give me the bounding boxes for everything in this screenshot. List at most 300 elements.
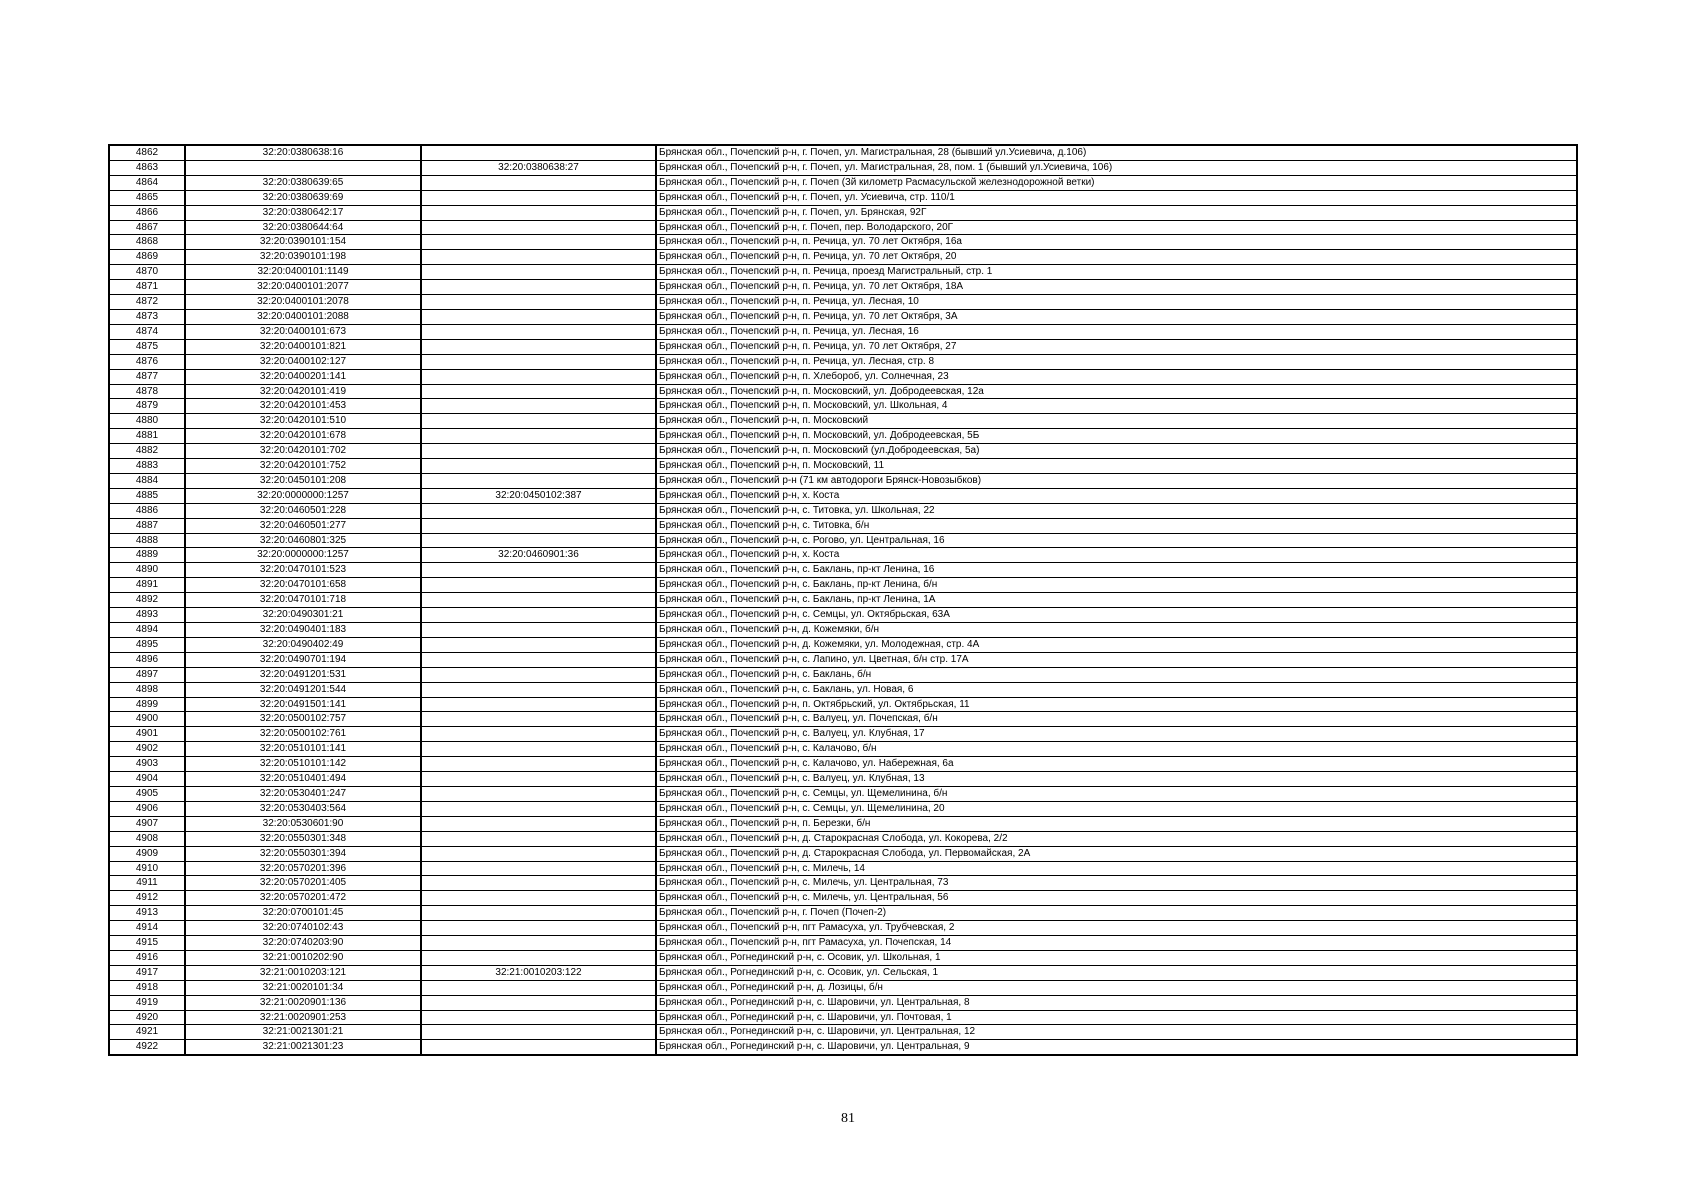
- row-number-cell: 4921: [109, 1025, 185, 1040]
- table-row: [109, 980, 1577, 995]
- address-cell: Брянская обл., Рогнединский р-н, д. Лозицы, б/н: [656, 980, 1577, 995]
- cadastral-number-cell: 32:20:0400101:1149: [185, 265, 421, 280]
- cadastral-number-cell: 32:20:0420101:752: [185, 459, 421, 474]
- row-number-cell: 4889: [109, 548, 185, 563]
- row-number-cell: 4898: [109, 682, 185, 697]
- address-cell: Брянская обл., Почепский р-н, с. Баклань, пр-кт Ленина, 16: [656, 563, 1577, 578]
- included-object-cell: [421, 667, 656, 682]
- included-object-cell: [421, 936, 656, 951]
- cadastral-number-cell: 32:21:0020901:253: [185, 1010, 421, 1025]
- table-row: [109, 772, 1577, 787]
- included-object-cell: [421, 518, 656, 533]
- row-number-cell: 4892: [109, 593, 185, 608]
- table-row: [109, 324, 1577, 339]
- row-number-cell: 4886: [109, 503, 185, 518]
- row-number-cell: 4881: [109, 429, 185, 444]
- table-row: [109, 339, 1577, 354]
- table-row: [109, 846, 1577, 861]
- table-row: [109, 265, 1577, 280]
- included-object-cell: [421, 876, 656, 891]
- cadastral-number-cell: 32:21:0010203:121: [185, 965, 421, 980]
- table-row: [109, 861, 1577, 876]
- address-cell: Брянская обл., Почепский р-н, д. Кожемяки, ул. Молодежная, стр. 4А: [656, 637, 1577, 652]
- address-cell: Брянская обл., Почепский р-н (71 км автодороги Брянск-Новозыбков): [656, 473, 1577, 488]
- address-cell: Брянская обл., Почепский р-н, с. Семцы, ул. Октябрьская, 63А: [656, 608, 1577, 623]
- included-object-cell: [421, 250, 656, 265]
- row-number-cell: 4878: [109, 384, 185, 399]
- row-number-cell: 4897: [109, 667, 185, 682]
- cadastral-number-cell: 32:21:0021301:23: [185, 1040, 421, 1055]
- address-cell: Брянская обл., Почепский р-н, г. Почеп (Почеп-2): [656, 906, 1577, 921]
- row-number-cell: 4922: [109, 1040, 185, 1055]
- address-cell: Брянская обл., Почепский р-н, с. Семцы, ул. Щемелинина, б/н: [656, 786, 1577, 801]
- address-cell: Брянская обл., Почепский р-н, г. Почеп, ул. Усиевича, стр. 110/1: [656, 190, 1577, 205]
- address-cell: Брянская обл., Почепский р-н, г. Почеп (3й километр Расмасульской железнодорожной ветки): [656, 175, 1577, 190]
- table-row: [109, 548, 1577, 563]
- table-row: [109, 697, 1577, 712]
- table-row: [109, 429, 1577, 444]
- table-row: [109, 965, 1577, 980]
- table-row: [109, 399, 1577, 414]
- row-number-cell: 4917: [109, 965, 185, 980]
- address-cell: Брянская обл., Почепский р-н, с. Титовка, ул. Школьная, 22: [656, 503, 1577, 518]
- cadastral-number-cell: 32:20:0380639:69: [185, 190, 421, 205]
- address-cell: Брянская обл., Рогнединский р-н, с. Шаровичи, ул. Центральная, 12: [656, 1025, 1577, 1040]
- cadastral-number-cell: 32:21:0020901:136: [185, 995, 421, 1010]
- table-row: [109, 712, 1577, 727]
- row-number-cell: 4868: [109, 235, 185, 250]
- row-number-cell: 4893: [109, 608, 185, 623]
- row-number-cell: 4895: [109, 637, 185, 652]
- cadastral-number-cell: 32:20:0510101:141: [185, 742, 421, 757]
- cadastral-number-cell: 32:20:0380642:17: [185, 205, 421, 220]
- row-number-cell: 4887: [109, 518, 185, 533]
- included-object-cell: [421, 950, 656, 965]
- row-number-cell: 4885: [109, 488, 185, 503]
- table-row: [109, 384, 1577, 399]
- table-row: [109, 936, 1577, 951]
- cadastral-number-cell: 32:20:0400201:141: [185, 369, 421, 384]
- included-object-cell: [421, 846, 656, 861]
- cadastral-number-cell: 32:20:0530401:247: [185, 786, 421, 801]
- table-row: [109, 444, 1577, 459]
- cadastral-number-cell: 32:20:0380639:65: [185, 175, 421, 190]
- cadastral-number-cell: 32:20:0510101:142: [185, 757, 421, 772]
- row-number-cell: 4908: [109, 831, 185, 846]
- cadastral-number-cell: 32:20:0740203:90: [185, 936, 421, 951]
- included-object-cell: [421, 861, 656, 876]
- address-cell: Брянская обл., Почепский р-н, пгт Рамасуха, ул. Трубчевская, 2: [656, 921, 1577, 936]
- table-row: [109, 1010, 1577, 1025]
- included-object-cell: [421, 652, 656, 667]
- cadastral-number-cell: 32:20:0450101:208: [185, 473, 421, 488]
- cadastral-number-cell: 32:20:0550301:348: [185, 831, 421, 846]
- row-number-cell: 4900: [109, 712, 185, 727]
- table-row: [109, 369, 1577, 384]
- table-row: [109, 757, 1577, 772]
- address-cell: Брянская обл., Рогнединский р-н, с. Шаровичи, ул. Центральная, 8: [656, 995, 1577, 1010]
- table-row: [109, 145, 1577, 160]
- included-object-cell: [421, 339, 656, 354]
- row-number-cell: 4879: [109, 399, 185, 414]
- address-cell: Брянская обл., Почепский р-н, с. Валуец, ул. Клубная, 17: [656, 727, 1577, 742]
- table-row: [109, 921, 1577, 936]
- cadastral-number-cell: 32:20:0420101:419: [185, 384, 421, 399]
- cadastral-number-cell: 32:20:0420101:678: [185, 429, 421, 444]
- table-row: [109, 682, 1577, 697]
- table-row: [109, 1025, 1577, 1040]
- cadastral-number-cell: 32:20:0470101:658: [185, 578, 421, 593]
- cadastral-number-cell: 32:20:0491501:141: [185, 697, 421, 712]
- address-cell: Брянская обл., Почепский р-н, п. Московский, 11: [656, 459, 1577, 474]
- address-cell: Брянская обл., Почепский р-н, д. Старокрасная Слобода, ул. Первомайская, 2А: [656, 846, 1577, 861]
- cadastral-number-cell: 32:20:0000000:1257: [185, 488, 421, 503]
- included-object-cell: [421, 309, 656, 324]
- address-cell: Брянская обл., Почепский р-н, г. Почеп, пер. Володарского, 20Г: [656, 220, 1577, 235]
- address-cell: Брянская обл., Почепский р-н, п. Речица, ул. Лесная, 16: [656, 324, 1577, 339]
- included-object-cell: [421, 637, 656, 652]
- included-object-cell: [421, 220, 656, 235]
- address-cell: Брянская обл., Почепский р-н, п. Речица, ул. 70 лет Октября, 16а: [656, 235, 1577, 250]
- included-object-cell: [421, 563, 656, 578]
- row-number-cell: 4872: [109, 295, 185, 310]
- row-number-cell: 4916: [109, 950, 185, 965]
- cadastral-number-cell: [185, 160, 421, 175]
- included-object-cell: [421, 772, 656, 787]
- table-row: [109, 1040, 1577, 1055]
- row-number-cell: 4915: [109, 936, 185, 951]
- address-cell: Брянская обл., Почепский р-н, п. Московский, ул. Школьная, 4: [656, 399, 1577, 414]
- included-object-cell: 32:21:0010203:122: [421, 965, 656, 980]
- table-row: [109, 876, 1577, 891]
- table-row: [109, 205, 1577, 220]
- included-object-cell: 32:20:0460901:36: [421, 548, 656, 563]
- cadastral-number-cell: 32:20:0400101:2077: [185, 280, 421, 295]
- table-row: [109, 608, 1577, 623]
- table-row: [109, 891, 1577, 906]
- address-cell: Брянская обл., Почепский р-н, с. Семцы, ул. Щемелинина, 20: [656, 801, 1577, 816]
- row-number-cell: 4890: [109, 563, 185, 578]
- included-object-cell: [421, 414, 656, 429]
- row-number-cell: 4862: [109, 145, 185, 160]
- table-row: [109, 637, 1577, 652]
- cadastral-number-cell: 32:21:0010202:90: [185, 950, 421, 965]
- cadastral-number-cell: 32:20:0420101:702: [185, 444, 421, 459]
- table-row: [109, 578, 1577, 593]
- row-number-cell: 4918: [109, 980, 185, 995]
- table-row: [109, 175, 1577, 190]
- included-object-cell: [421, 175, 656, 190]
- row-number-cell: 4894: [109, 623, 185, 638]
- table-row: [109, 533, 1577, 548]
- address-cell: Брянская обл., Почепский р-н, д. Старокрасная Слобода, ул. Кокорева, 2/2: [656, 831, 1577, 846]
- included-object-cell: [421, 697, 656, 712]
- cadastral-table: [108, 144, 1578, 1056]
- cadastral-number-cell: 32:20:0490402:49: [185, 637, 421, 652]
- address-cell: Брянская обл., Почепский р-н, п. Речица, ул. 70 лет Октября, 27: [656, 339, 1577, 354]
- cadastral-number-cell: 32:20:0400101:2088: [185, 309, 421, 324]
- address-cell: Брянская обл., Почепский р-н, с. Милечь, ул. Центральная, 56: [656, 891, 1577, 906]
- address-cell: Брянская обл., Почепский р-н, п. Хлебороб, ул. Солнечная, 23: [656, 369, 1577, 384]
- included-object-cell: [421, 906, 656, 921]
- row-number-cell: 4906: [109, 801, 185, 816]
- row-number-cell: 4865: [109, 190, 185, 205]
- cadastral-number-cell: 32:20:0380638:16: [185, 145, 421, 160]
- row-number-cell: 4873: [109, 309, 185, 324]
- included-object-cell: [421, 235, 656, 250]
- cadastral-number-cell: 32:20:0400102:127: [185, 354, 421, 369]
- table-row: [109, 473, 1577, 488]
- row-number-cell: 4896: [109, 652, 185, 667]
- included-object-cell: [421, 786, 656, 801]
- table-row: [109, 488, 1577, 503]
- address-cell: Брянская обл., Почепский р-н, п. Березки, б/н: [656, 816, 1577, 831]
- included-object-cell: [421, 205, 656, 220]
- address-cell: Брянская обл., Почепский р-н, п. Московский (ул.Добродеевская, 5а): [656, 444, 1577, 459]
- included-object-cell: [421, 757, 656, 772]
- table-row: [109, 160, 1577, 175]
- address-cell: Брянская обл., Почепский р-н, п. Октябрьский, ул. Октябрьская, 11: [656, 697, 1577, 712]
- address-cell: Брянская обл., Почепский р-н, с. Валуец, ул. Клубная, 13: [656, 772, 1577, 787]
- row-number-cell: 4869: [109, 250, 185, 265]
- table-row: [109, 906, 1577, 921]
- address-cell: Брянская обл., Почепский р-н, с. Баклань, ул. Новая, 6: [656, 682, 1577, 697]
- row-number-cell: 4863: [109, 160, 185, 175]
- address-cell: Брянская обл., Почепский р-н, с. Валуец, ул. Почепская, б/н: [656, 712, 1577, 727]
- address-cell: Брянская обл., Рогнединский р-н, с. Осовик, ул. Школьная, 1: [656, 950, 1577, 965]
- address-cell: Брянская обл., Почепский р-н, д. Кожемяки, б/н: [656, 623, 1577, 638]
- row-number-cell: 4882: [109, 444, 185, 459]
- table-row: [109, 593, 1577, 608]
- included-object-cell: [421, 503, 656, 518]
- table-row: [109, 831, 1577, 846]
- row-number-cell: 4888: [109, 533, 185, 548]
- row-number-cell: 4866: [109, 205, 185, 220]
- included-object-cell: [421, 578, 656, 593]
- cadastral-number-cell: 32:20:0500102:761: [185, 727, 421, 742]
- address-cell: Брянская обл., Почепский р-н, п. Речица, ул. Лесная, стр. 8: [656, 354, 1577, 369]
- included-object-cell: [421, 354, 656, 369]
- included-object-cell: [421, 995, 656, 1010]
- included-object-cell: [421, 1025, 656, 1040]
- cadastral-number-cell: 32:20:0420101:453: [185, 399, 421, 414]
- address-cell: Брянская обл., Почепский р-н, с. Рогово, ул. Центральная, 16: [656, 533, 1577, 548]
- row-number-cell: 4867: [109, 220, 185, 235]
- included-object-cell: [421, 921, 656, 936]
- included-object-cell: [421, 980, 656, 995]
- table-row: [109, 414, 1577, 429]
- address-cell: Брянская обл., Почепский р-н, п. Московский, ул. Добродеевская, 12а: [656, 384, 1577, 399]
- table-row: [109, 309, 1577, 324]
- row-number-cell: 4902: [109, 742, 185, 757]
- cadastral-number-cell: 32:20:0400101:2078: [185, 295, 421, 310]
- included-object-cell: [421, 682, 656, 697]
- included-object-cell: [421, 295, 656, 310]
- table-row: [109, 518, 1577, 533]
- cadastral-number-cell: 32:20:0460501:277: [185, 518, 421, 533]
- included-object-cell: [421, 742, 656, 757]
- included-object-cell: [421, 801, 656, 816]
- included-object-cell: [421, 444, 656, 459]
- address-cell: Брянская обл., Почепский р-н, с. Калачово, б/н: [656, 742, 1577, 757]
- cadastral-number-cell: 32:20:0400101:821: [185, 339, 421, 354]
- cadastral-number-cell: 32:20:0470101:718: [185, 593, 421, 608]
- table-row: [109, 459, 1577, 474]
- cadastral-number-cell: 32:20:0380644:64: [185, 220, 421, 235]
- address-cell: Брянская обл., Почепский р-н, с. Титовка, б/н: [656, 518, 1577, 533]
- cadastral-number-cell: 32:21:0020101:34: [185, 980, 421, 995]
- table-row: [109, 190, 1577, 205]
- included-object-cell: [421, 712, 656, 727]
- included-object-cell: [421, 1040, 656, 1055]
- address-cell: Брянская обл., Почепский р-н, п. Московский, ул. Добродеевская, 5Б: [656, 429, 1577, 444]
- cadastral-number-cell: 32:20:0490301:21: [185, 608, 421, 623]
- cadastral-number-cell: 32:20:0490701:194: [185, 652, 421, 667]
- cadastral-number-cell: 32:21:0021301:21: [185, 1025, 421, 1040]
- included-object-cell: [421, 623, 656, 638]
- row-number-cell: 4913: [109, 906, 185, 921]
- address-cell: Брянская обл., Почепский р-н, с. Лапино, ул. Цветная, б/н стр. 17А: [656, 652, 1577, 667]
- cadastral-number-cell: 32:20:0460501:228: [185, 503, 421, 518]
- included-object-cell: [421, 145, 656, 160]
- address-cell: Брянская обл., Почепский р-н, с. Баклань, пр-кт Ленина, 1А: [656, 593, 1577, 608]
- included-object-cell: [421, 459, 656, 474]
- cadastral-number-cell: 32:20:0740102:43: [185, 921, 421, 936]
- address-cell: Брянская обл., Почепский р-н, с. Милечь, ул. Центральная, 73: [656, 876, 1577, 891]
- included-object-cell: [421, 891, 656, 906]
- included-object-cell: [421, 608, 656, 623]
- row-number-cell: 4907: [109, 816, 185, 831]
- cadastral-number-cell: 32:20:0460801:325: [185, 533, 421, 548]
- address-cell: Брянская обл., Почепский р-н, х. Коста: [656, 548, 1577, 563]
- row-number-cell: 4910: [109, 861, 185, 876]
- included-object-cell: [421, 1010, 656, 1025]
- cadastral-number-cell: 32:20:0420101:510: [185, 414, 421, 429]
- table-row: [109, 623, 1577, 638]
- cadastral-number-cell: 32:20:0390101:154: [185, 235, 421, 250]
- address-cell: Брянская обл., Почепский р-н, г. Почеп, ул. Магистральная, 28 (бывший ул.Усиевича, д.106): [656, 145, 1577, 160]
- cadastral-number-cell: 32:20:0550301:394: [185, 846, 421, 861]
- row-number-cell: 4920: [109, 1010, 185, 1025]
- address-cell: Брянская обл., Почепский р-н, п. Московский: [656, 414, 1577, 429]
- table-body: [109, 145, 1577, 1055]
- row-number-cell: 4870: [109, 265, 185, 280]
- cadastral-number-cell: 32:20:0510401:494: [185, 772, 421, 787]
- table-row: [109, 280, 1577, 295]
- row-number-cell: 4905: [109, 786, 185, 801]
- address-cell: Брянская обл., Почепский р-н, п. Речица, ул. 70 лет Октября, 3А: [656, 309, 1577, 324]
- included-object-cell: 32:20:0450102:387: [421, 488, 656, 503]
- cadastral-number-cell: 32:20:0570201:472: [185, 891, 421, 906]
- cadastral-number-cell: 32:20:0570201:405: [185, 876, 421, 891]
- table-row: [109, 816, 1577, 831]
- address-cell: Брянская обл., Почепский р-н, с. Баклань, б/н: [656, 667, 1577, 682]
- address-cell: Брянская обл., Рогнединский р-н, с. Шаровичи, ул. Почтовая, 1: [656, 1010, 1577, 1025]
- cadastral-number-cell: 32:20:0470101:523: [185, 563, 421, 578]
- included-object-cell: [421, 280, 656, 295]
- address-cell: Брянская обл., Почепский р-н, пгт Рамасуха, ул. Почепская, 14: [656, 936, 1577, 951]
- address-cell: Брянская обл., Почепский р-н, с. Баклань, пр-кт Ленина, б/н: [656, 578, 1577, 593]
- row-number-cell: 4883: [109, 459, 185, 474]
- included-object-cell: [421, 727, 656, 742]
- table-row: [109, 250, 1577, 265]
- cadastral-number-cell: 32:20:0700101:45: [185, 906, 421, 921]
- row-number-cell: 4891: [109, 578, 185, 593]
- table-row: [109, 950, 1577, 965]
- cadastral-number-cell: 32:20:0491201:531: [185, 667, 421, 682]
- cadastral-number-cell: 32:20:0390101:198: [185, 250, 421, 265]
- row-number-cell: 4880: [109, 414, 185, 429]
- row-number-cell: 4876: [109, 354, 185, 369]
- cadastral-number-cell: 32:20:0500102:757: [185, 712, 421, 727]
- row-number-cell: 4911: [109, 876, 185, 891]
- table-row: [109, 354, 1577, 369]
- row-number-cell: 4901: [109, 727, 185, 742]
- address-cell: Брянская обл., Почепский р-н, с. Милечь, 14: [656, 861, 1577, 876]
- table-row: [109, 235, 1577, 250]
- address-cell: Брянская обл., Почепский р-н, п. Речица, ул. Лесная, 10: [656, 295, 1577, 310]
- table-row: [109, 563, 1577, 578]
- address-cell: Брянская обл., Почепский р-н, с. Калачово, ул. Набережная, 6а: [656, 757, 1577, 772]
- table-row: [109, 295, 1577, 310]
- table-row: [109, 727, 1577, 742]
- row-number-cell: 4884: [109, 473, 185, 488]
- row-number-cell: 4909: [109, 846, 185, 861]
- included-object-cell: [421, 369, 656, 384]
- row-number-cell: 4875: [109, 339, 185, 354]
- included-object-cell: [421, 190, 656, 205]
- table-row: [109, 786, 1577, 801]
- table-row: [109, 742, 1577, 757]
- row-number-cell: 4904: [109, 772, 185, 787]
- table-row: [109, 667, 1577, 682]
- row-number-cell: 4912: [109, 891, 185, 906]
- included-object-cell: [421, 265, 656, 280]
- address-cell: Брянская обл., Рогнединский р-н, с. Шаровичи, ул. Центральная, 9: [656, 1040, 1577, 1055]
- included-object-cell: [421, 429, 656, 444]
- cadastral-number-cell: 32:20:0000000:1257: [185, 548, 421, 563]
- table-row: [109, 995, 1577, 1010]
- row-number-cell: 4871: [109, 280, 185, 295]
- address-cell: Брянская обл., Почепский р-н, г. Почеп, ул. Магистральная, 28, пом. 1 (бывший ул.Усиевича, 106): [656, 160, 1577, 175]
- included-object-cell: [421, 399, 656, 414]
- included-object-cell: [421, 384, 656, 399]
- included-object-cell: [421, 593, 656, 608]
- cadastral-number-cell: 32:20:0400101:673: [185, 324, 421, 339]
- row-number-cell: 4899: [109, 697, 185, 712]
- address-cell: Брянская обл., Почепский р-н, г. Почеп, ул. Брянская, 92Г: [656, 205, 1577, 220]
- cadastral-number-cell: 32:20:0570201:396: [185, 861, 421, 876]
- row-number-cell: 4919: [109, 995, 185, 1010]
- address-cell: Брянская обл., Почепский р-н, п. Речица, проезд Магистральный, стр. 1: [656, 265, 1577, 280]
- row-number-cell: 4903: [109, 757, 185, 772]
- row-number-cell: 4864: [109, 175, 185, 190]
- table-row: [109, 652, 1577, 667]
- address-cell: Брянская обл., Почепский р-н, п. Речица, ул. 70 лет Октября, 20: [656, 250, 1577, 265]
- table-row: [109, 801, 1577, 816]
- address-cell: Брянская обл., Рогнединский р-н, с. Осовик, ул. Сельская, 1: [656, 965, 1577, 980]
- row-number-cell: 4874: [109, 324, 185, 339]
- row-number-cell: 4914: [109, 921, 185, 936]
- included-object-cell: 32:20:0380638:27: [421, 160, 656, 175]
- included-object-cell: [421, 831, 656, 846]
- included-object-cell: [421, 324, 656, 339]
- address-cell: Брянская обл., Почепский р-н, х. Коста: [656, 488, 1577, 503]
- cadastral-number-cell: 32:20:0490401:183: [185, 623, 421, 638]
- included-object-cell: [421, 816, 656, 831]
- cadastral-number-cell: 32:20:0530601:90: [185, 816, 421, 831]
- address-cell: Брянская обл., Почепский р-н, п. Речица, ул. 70 лет Октября, 18А: [656, 280, 1577, 295]
